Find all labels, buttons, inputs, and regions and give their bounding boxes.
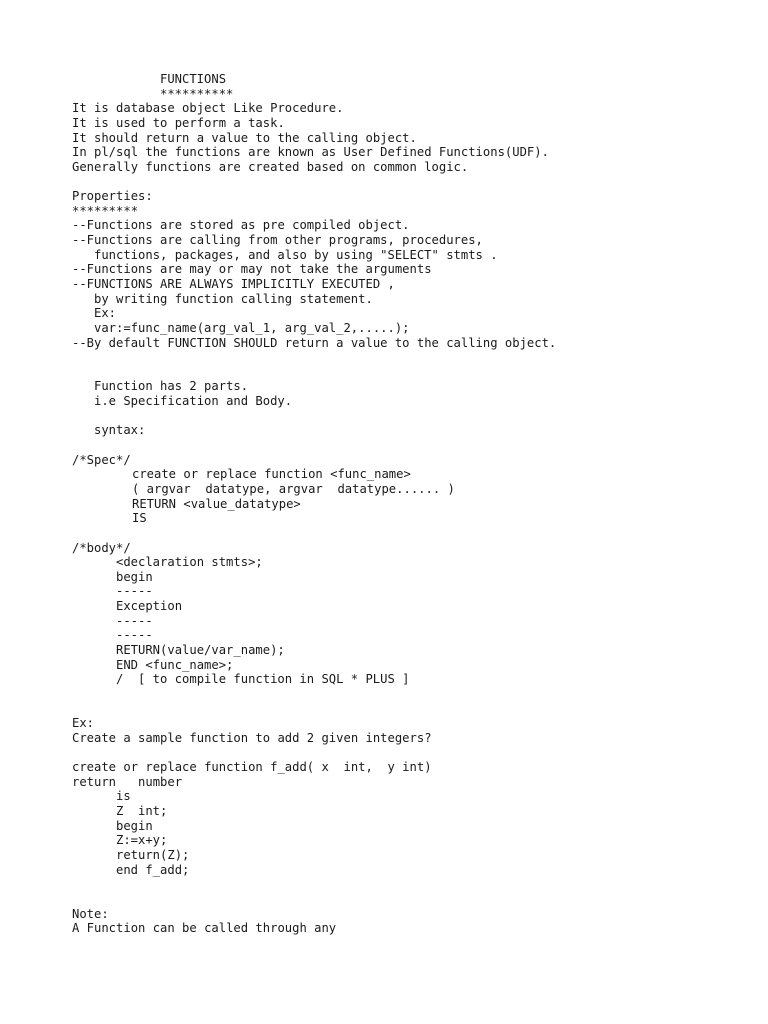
text-line: Properties: [72, 189, 153, 204]
text-line: A Function can be called through any [72, 921, 337, 936]
blank-line [0, 702, 768, 717]
text-line: --FUNCTIONS ARE ALWAYS IMPLICITLY EXECUTED , [72, 276, 395, 291]
blank-line [0, 892, 768, 907]
text-line: RETURN(value/var_name); [116, 642, 285, 657]
document-page [0, 72, 768, 936]
text-line: create or replace function <func_name> [132, 467, 411, 482]
text-line: --Functions are stored as pre compiled object. [72, 218, 410, 233]
text-line: end f_add; [116, 862, 190, 877]
text-line: / [ to compile function in SQL * PLUS ] [116, 672, 410, 687]
text-line: begin [116, 818, 153, 833]
text-line: /*body*/ [72, 540, 131, 555]
text-line: Exception [116, 599, 183, 614]
text-line: --Functions are calling from other programs, procedures, [72, 233, 483, 248]
text-line: Z:=x+y; [116, 833, 168, 848]
blank-line [0, 365, 768, 380]
text-line: is [116, 789, 131, 804]
text-line: ----- [116, 584, 153, 599]
text-line: return number [72, 774, 183, 789]
text-line: return(Z); [116, 847, 190, 862]
text-line: begin [116, 569, 153, 584]
text-line: syntax: [94, 423, 146, 438]
text-line: ( argvar datatype, argvar datatype...... ) [132, 481, 455, 496]
text-line: Ex: [72, 716, 95, 731]
text-line: ********** [160, 86, 234, 101]
text-line: <declaration stmts>; [116, 555, 263, 570]
blank-line [0, 174, 768, 189]
text-line: functions, packages, and also by using "SELECT" stmts . [94, 247, 498, 262]
blank-line [0, 409, 768, 424]
blank-line [0, 877, 768, 892]
text-line: In pl/sql the functions are known as User Defined Functions(UDF). [72, 145, 549, 160]
blank-line [0, 687, 768, 702]
text-line: /*Spec*/ [72, 452, 131, 467]
text-line: ----- [116, 628, 153, 643]
blank-line [0, 438, 768, 453]
text-line: RETURN <value_datatype> [132, 496, 301, 511]
text-line: Generally functions are created based on common logic. [72, 159, 469, 174]
blank-line [0, 526, 768, 541]
text-line: Ex: [94, 306, 117, 321]
text-line: FUNCTIONS [160, 72, 227, 86]
text-line: --By default FUNCTION SHOULD return a value to the calling object. [72, 335, 557, 350]
text-line: ----- [116, 613, 153, 628]
text-line: Create a sample function to add 2 given integers? [72, 730, 432, 745]
text-line: ********* [72, 203, 139, 218]
text-line: It should return a value to the calling object. [72, 130, 417, 145]
text-line: --Functions are may or may not take the arguments [72, 262, 432, 277]
text-line: END <func_name>; [116, 657, 234, 672]
text-line: var:=func_name(arg_val_1, arg_val_2,.....); [94, 320, 410, 335]
text-line: create or replace function f_add( x int, y int) [72, 760, 432, 775]
text-line: It is used to perform a task. [72, 115, 285, 130]
text-line: IS [132, 511, 147, 526]
text-line: It is database object Like Procedure. [72, 101, 344, 116]
blank-line [0, 745, 768, 760]
text-line: Function has 2 parts. [94, 379, 249, 394]
text-line: Note: [72, 906, 109, 921]
text-line: by writing function calling statement. [94, 291, 373, 306]
text-line: i.e Specification and Body. [94, 394, 293, 409]
blank-line [0, 350, 768, 365]
text-line: Z int; [116, 804, 168, 819]
